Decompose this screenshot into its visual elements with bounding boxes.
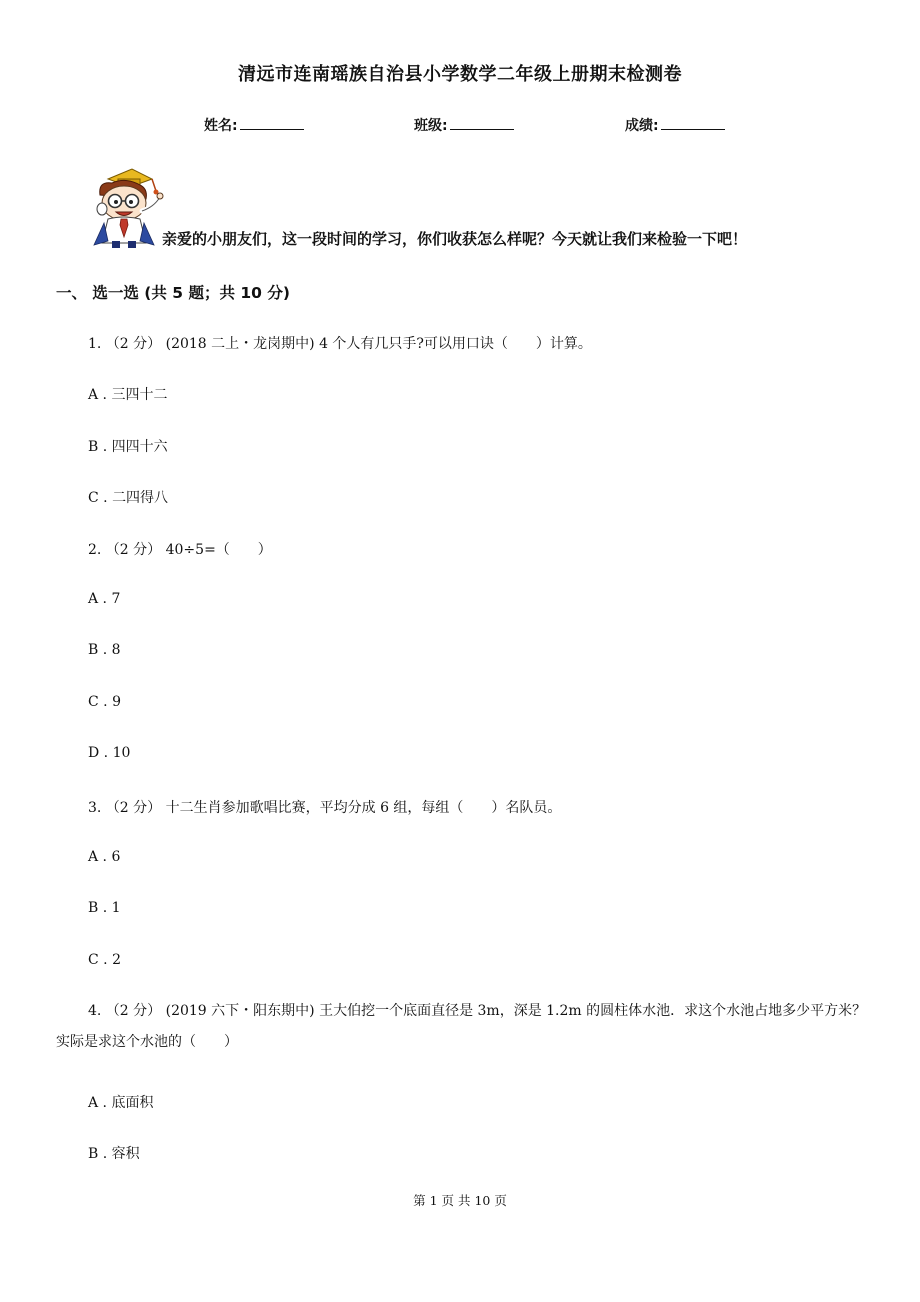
section-heading: 一、 选一选 (共 5 题；共 10 分) xyxy=(56,284,290,302)
question-1-option-b[interactable]: B . 四四十六 xyxy=(88,439,168,455)
class-blank[interactable] xyxy=(450,115,514,130)
question-3-option-b[interactable]: B . 1 xyxy=(88,900,121,916)
greeting-text: 亲爱的小朋友们，这一段时间的学习，你们收获怎么样呢？今天就让我们来检验一下吧！ xyxy=(162,230,748,248)
class-label: 班级: xyxy=(414,118,448,134)
mascot-doctor-icon xyxy=(90,165,166,249)
score-blank[interactable] xyxy=(661,115,725,130)
question-1-text: 1. （2 分） (2018 二上・龙岗期中) 4 个人有几只手?可以用口诀（ ）计算。 xyxy=(88,336,592,352)
question-1-option-a[interactable]: A . 三四十二 xyxy=(88,387,168,403)
question-3-option-a[interactable]: A . 6 xyxy=(88,849,121,865)
score-label: 成绩: xyxy=(625,118,659,134)
question-1-option-c[interactable]: C . 二四得八 xyxy=(88,490,169,506)
page-footer: 第 1 页 共 10 页 xyxy=(413,1193,507,1208)
question-4-option-a[interactable]: A . 底面积 xyxy=(88,1095,154,1111)
question-2-option-c[interactable]: C . 9 xyxy=(88,694,121,710)
question-3-option-c[interactable]: C . 2 xyxy=(88,952,121,968)
question-4-body: 4. （2 分） (2019 六下・阳东期中) 王大伯挖一个底面直径是 3m，深是 1.2m 的圆柱体水池．求这个水池占地多少平方米？实际是求这个水池的（ ） xyxy=(56,1003,867,1050)
question-4-text xyxy=(56,996,868,1058)
question-2-option-b[interactable]: B . 8 xyxy=(88,642,121,658)
question-3-text: 3. （2 分） 十二生肖参加歌唱比赛，平均分成 6 组，每组（ ）名队员。 xyxy=(88,800,562,816)
class-field xyxy=(414,115,514,135)
question-2-option-d[interactable]: D . 10 xyxy=(88,745,131,761)
question-2-text: 2. （2 分） 40÷5=（ ） xyxy=(88,542,272,558)
name-blank[interactable] xyxy=(240,115,304,130)
page-title: 清远市连南瑶族自治县小学数学二年级上册期末检测卷 xyxy=(238,64,682,85)
score-field xyxy=(625,115,725,135)
name-field xyxy=(204,115,304,135)
name-label: 姓名: xyxy=(204,118,238,134)
question-2-option-a[interactable]: A . 7 xyxy=(88,591,121,607)
question-4-option-b[interactable]: B . 容积 xyxy=(88,1146,140,1162)
student-info-row xyxy=(0,115,920,137)
